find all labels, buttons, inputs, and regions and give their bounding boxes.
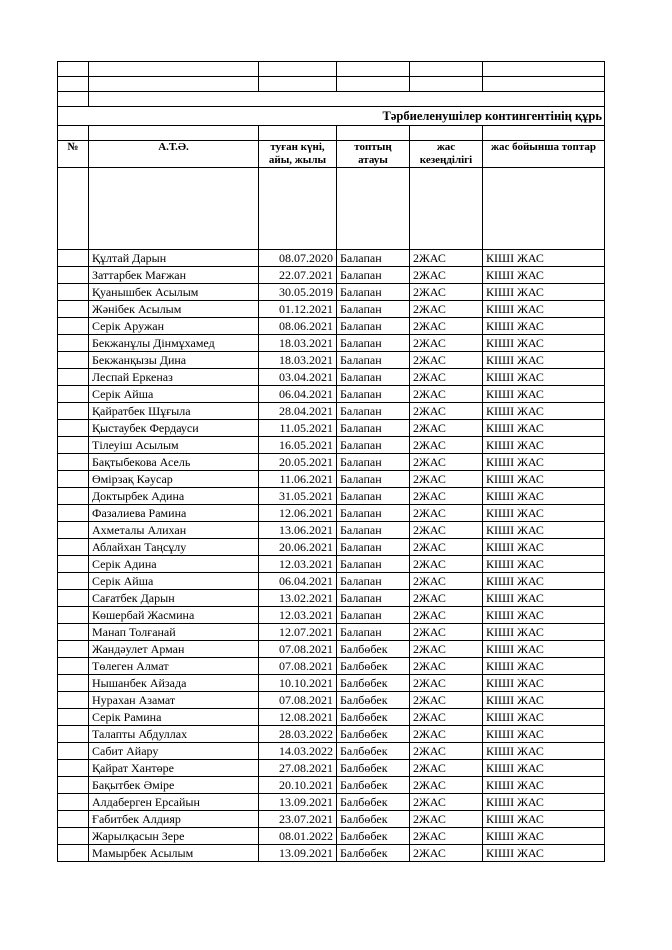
row-number	[58, 556, 89, 573]
child-name: Қыстаубек Фердауси	[89, 420, 259, 437]
header-birth: туған күні, айы, жылы	[259, 141, 337, 168]
group-name: Балапан	[337, 590, 410, 607]
age-period: 2ЖАС	[410, 692, 483, 709]
table-row	[58, 556, 605, 573]
birth-date: 12.03.2021	[259, 556, 337, 573]
age-period: 2ЖАС	[410, 845, 483, 862]
table-row	[58, 522, 605, 539]
child-name: Заттарбек Мағжан	[89, 267, 259, 284]
row-number	[58, 369, 89, 386]
age-period: 2ЖАС	[410, 437, 483, 454]
group-name: Балбөбек	[337, 692, 410, 709]
age-category: КІШІ ЖАС	[483, 845, 605, 862]
row-number	[58, 573, 89, 590]
row-number	[58, 624, 89, 641]
age-period: 2ЖАС	[410, 573, 483, 590]
child-name: Қуанышбек Асылым	[89, 284, 259, 301]
table-row	[58, 794, 605, 811]
group-name: Балапан	[337, 488, 410, 505]
birth-date: 27.08.2021	[259, 760, 337, 777]
group-name: Балапан	[337, 556, 410, 573]
group-name: Балапан	[337, 471, 410, 488]
row-number	[58, 777, 89, 794]
group-name: Балбөбек	[337, 743, 410, 760]
row-number	[58, 641, 89, 658]
child-name: Төлеген Алмат	[89, 658, 259, 675]
table-row	[58, 641, 605, 658]
table-row	[58, 420, 605, 437]
group-name: Балапан	[337, 607, 410, 624]
child-name: Қайрат Хантөре	[89, 760, 259, 777]
age-category: КІШІ ЖАС	[483, 675, 605, 692]
birth-date: 16.05.2021	[259, 437, 337, 454]
table-row	[58, 624, 605, 641]
group-name: Балбөбек	[337, 658, 410, 675]
child-name: Құлтай Дарын	[89, 250, 259, 267]
age-period: 2ЖАС	[410, 641, 483, 658]
table-title: Тәрбиеленушілер контингентінің құрь	[58, 107, 605, 126]
age-category: КІШІ ЖАС	[483, 488, 605, 505]
row-number	[58, 590, 89, 607]
group-name: Балапан	[337, 624, 410, 641]
group-name: Балапан	[337, 437, 410, 454]
group-name: Балбөбек	[337, 828, 410, 845]
birth-date: 06.04.2021	[259, 573, 337, 590]
age-period: 2ЖАС	[410, 607, 483, 624]
table-row	[58, 488, 605, 505]
row-number	[58, 335, 89, 352]
row-number	[58, 760, 89, 777]
birth-date: 07.08.2021	[259, 658, 337, 675]
age-period: 2ЖАС	[410, 794, 483, 811]
row-number	[58, 352, 89, 369]
group-name: Балапан	[337, 301, 410, 318]
birth-date: 13.09.2021	[259, 794, 337, 811]
child-name: Серік Рамина	[89, 709, 259, 726]
birth-date: 22.07.2021	[259, 267, 337, 284]
row-number	[58, 743, 89, 760]
table-row	[58, 335, 605, 352]
row-number	[58, 828, 89, 845]
row-number	[58, 318, 89, 335]
age-period: 2ЖАС	[410, 624, 483, 641]
blank-row	[58, 126, 605, 141]
age-period: 2ЖАС	[410, 828, 483, 845]
age-category: КІШІ ЖАС	[483, 624, 605, 641]
row-number	[58, 250, 89, 267]
age-category: КІШІ ЖАС	[483, 522, 605, 539]
header-group: топтың атауы	[337, 141, 410, 168]
group-name: Балапан	[337, 420, 410, 437]
table-row	[58, 811, 605, 828]
child-name: Ахметалы Алихан	[89, 522, 259, 539]
row-number	[58, 607, 89, 624]
age-category: КІШІ ЖАС	[483, 284, 605, 301]
child-name: Көшербай Жасмина	[89, 607, 259, 624]
group-name: Балапан	[337, 284, 410, 301]
group-name: Балбөбек	[337, 794, 410, 811]
age-category: КІШІ ЖАС	[483, 471, 605, 488]
blank-row	[58, 77, 605, 92]
age-period: 2ЖАС	[410, 267, 483, 284]
child-name: Талапты Абдуллах	[89, 726, 259, 743]
birth-date: 10.10.2021	[259, 675, 337, 692]
birth-date: 06.04.2021	[259, 386, 337, 403]
birth-date: 07.08.2021	[259, 692, 337, 709]
table-row	[58, 505, 605, 522]
birth-date: 01.12.2021	[259, 301, 337, 318]
age-period: 2ЖАС	[410, 471, 483, 488]
header-age: жас кезеңділігі	[410, 141, 483, 168]
child-name: Нурахан Азамат	[89, 692, 259, 709]
age-period: 2ЖАС	[410, 318, 483, 335]
age-period: 2ЖАС	[410, 301, 483, 318]
age-category: КІШІ ЖАС	[483, 811, 605, 828]
group-name: Балапан	[337, 267, 410, 284]
birth-date: 20.10.2021	[259, 777, 337, 794]
group-name: Балапан	[337, 573, 410, 590]
age-period: 2ЖАС	[410, 675, 483, 692]
birth-date: 12.07.2021	[259, 624, 337, 641]
child-name: Жарылқасын Зере	[89, 828, 259, 845]
table-row	[58, 437, 605, 454]
birth-date: 08.07.2020	[259, 250, 337, 267]
table-row	[58, 658, 605, 675]
age-period: 2ЖАС	[410, 760, 483, 777]
age-category: КІШІ ЖАС	[483, 641, 605, 658]
table-row	[58, 828, 605, 845]
row-number	[58, 709, 89, 726]
table-row	[58, 369, 605, 386]
row-number	[58, 284, 89, 301]
child-name: Серік Айша	[89, 386, 259, 403]
child-name: Доктырбек Адина	[89, 488, 259, 505]
row-number	[58, 488, 89, 505]
group-name: Балапан	[337, 250, 410, 267]
age-period: 2ЖАС	[410, 777, 483, 794]
age-period: 2ЖАС	[410, 556, 483, 573]
row-number	[58, 692, 89, 709]
age-period: 2ЖАС	[410, 709, 483, 726]
age-period: 2ЖАС	[410, 488, 483, 505]
header-num: №	[58, 141, 89, 168]
row-number	[58, 658, 89, 675]
table-row	[58, 267, 605, 284]
birth-date: 11.06.2021	[259, 471, 337, 488]
birth-date: 20.05.2021	[259, 454, 337, 471]
group-name: Балапан	[337, 335, 410, 352]
age-category: КІШІ ЖАС	[483, 828, 605, 845]
child-name: Бекжанұлы Дінмұхамед	[89, 335, 259, 352]
age-period: 2ЖАС	[410, 250, 483, 267]
child-name: Серік Айша	[89, 573, 259, 590]
table-row	[58, 743, 605, 760]
birth-date: 08.06.2021	[259, 318, 337, 335]
birth-date: 28.04.2021	[259, 403, 337, 420]
child-name: Бақтыбекова Асель	[89, 454, 259, 471]
table-row	[58, 284, 605, 301]
row-number	[58, 505, 89, 522]
row-number	[58, 794, 89, 811]
birth-date: 12.03.2021	[259, 607, 337, 624]
birth-date: 28.03.2022	[259, 726, 337, 743]
age-period: 2ЖАС	[410, 352, 483, 369]
birth-date: 12.06.2021	[259, 505, 337, 522]
table-row	[58, 675, 605, 692]
row-number	[58, 301, 89, 318]
birth-date: 14.03.2022	[259, 743, 337, 760]
blank-row	[58, 168, 605, 250]
table-row	[58, 845, 605, 862]
group-name: Балапан	[337, 369, 410, 386]
row-number	[58, 267, 89, 284]
blank-row	[58, 92, 605, 107]
age-period: 2ЖАС	[410, 590, 483, 607]
age-period: 2ЖАС	[410, 522, 483, 539]
table-row	[58, 352, 605, 369]
table-row	[58, 301, 605, 318]
child-name: Манап Толғанай	[89, 624, 259, 641]
blank-row	[58, 62, 605, 77]
header-row	[58, 141, 605, 168]
row-number	[58, 471, 89, 488]
table-row	[58, 692, 605, 709]
age-category: КІШІ ЖАС	[483, 437, 605, 454]
birth-date: 20.06.2021	[259, 539, 337, 556]
table-row	[58, 403, 605, 420]
group-name: Балапан	[337, 522, 410, 539]
title-row	[58, 107, 605, 126]
birth-date: 07.08.2021	[259, 641, 337, 658]
birth-date: 13.02.2021	[259, 590, 337, 607]
age-period: 2ЖАС	[410, 658, 483, 675]
age-period: 2ЖАС	[410, 284, 483, 301]
age-period: 2ЖАС	[410, 726, 483, 743]
age-period: 2ЖАС	[410, 369, 483, 386]
child-name: Бекжанқызы Дина	[89, 352, 259, 369]
child-name: Мамырбек Асылым	[89, 845, 259, 862]
age-category: КІШІ ЖАС	[483, 743, 605, 760]
table-row	[58, 760, 605, 777]
table-row	[58, 590, 605, 607]
age-category: КІШІ ЖАС	[483, 318, 605, 335]
child-name: Ғабитбек Алдияр	[89, 811, 259, 828]
age-period: 2ЖАС	[410, 505, 483, 522]
age-category: КІШІ ЖАС	[483, 658, 605, 675]
child-name: Фазалиева Рамина	[89, 505, 259, 522]
group-name: Балапан	[337, 454, 410, 471]
age-period: 2ЖАС	[410, 335, 483, 352]
age-category: КІШІ ЖАС	[483, 573, 605, 590]
row-number	[58, 845, 89, 862]
row-number	[58, 403, 89, 420]
table-row	[58, 573, 605, 590]
age-category: КІШІ ЖАС	[483, 539, 605, 556]
group-name: Балбөбек	[337, 641, 410, 658]
age-category: КІШІ ЖАС	[483, 403, 605, 420]
row-number	[58, 675, 89, 692]
row-number	[58, 420, 89, 437]
table-row	[58, 250, 605, 267]
child-name: Жәнібек Асылым	[89, 301, 259, 318]
age-period: 2ЖАС	[410, 811, 483, 828]
age-category: КІШІ ЖАС	[483, 709, 605, 726]
header-name: А.Т.Ә.	[89, 141, 259, 168]
child-name: Леспай Еркеназ	[89, 369, 259, 386]
row-number	[58, 522, 89, 539]
age-category: КІШІ ЖАС	[483, 352, 605, 369]
child-name: Алдаберген Ерсайын	[89, 794, 259, 811]
age-category: КІШІ ЖАС	[483, 607, 605, 624]
age-period: 2ЖАС	[410, 386, 483, 403]
age-period: 2ЖАС	[410, 420, 483, 437]
age-category: КІШІ ЖАС	[483, 420, 605, 437]
child-name: Нышанбек Айзада	[89, 675, 259, 692]
birth-date: 03.04.2021	[259, 369, 337, 386]
child-name: Тілеуіш Асылым	[89, 437, 259, 454]
birth-date: 18.03.2021	[259, 352, 337, 369]
birth-date: 13.09.2021	[259, 845, 337, 862]
child-name: Серік Адина	[89, 556, 259, 573]
birth-date: 08.01.2022	[259, 828, 337, 845]
group-name: Балапан	[337, 352, 410, 369]
age-category: КІШІ ЖАС	[483, 386, 605, 403]
age-category: КІШІ ЖАС	[483, 335, 605, 352]
birth-date: 30.05.2019	[259, 284, 337, 301]
child-name: Сабит Айару	[89, 743, 259, 760]
age-period: 2ЖАС	[410, 454, 483, 471]
group-name: Балбөбек	[337, 845, 410, 862]
table-row	[58, 454, 605, 471]
group-name: Балапан	[337, 403, 410, 420]
child-name: Жандәулет Арман	[89, 641, 259, 658]
group-name: Балапан	[337, 386, 410, 403]
child-name: Серік Аружан	[89, 318, 259, 335]
age-category: КІШІ ЖАС	[483, 777, 605, 794]
group-name: Балбөбек	[337, 675, 410, 692]
age-period: 2ЖАС	[410, 743, 483, 760]
group-name: Балапан	[337, 539, 410, 556]
age-category: КІШІ ЖАС	[483, 454, 605, 471]
age-category: КІШІ ЖАС	[483, 760, 605, 777]
age-category: КІШІ ЖАС	[483, 692, 605, 709]
group-name: Балбөбек	[337, 811, 410, 828]
birth-date: 11.05.2021	[259, 420, 337, 437]
age-category: КІШІ ЖАС	[483, 267, 605, 284]
birth-date: 18.03.2021	[259, 335, 337, 352]
birth-date: 13.06.2021	[259, 522, 337, 539]
table-row	[58, 318, 605, 335]
group-name: Балбөбек	[337, 709, 410, 726]
table-row	[58, 386, 605, 403]
group-name: Балбөбек	[337, 726, 410, 743]
row-number	[58, 386, 89, 403]
row-number	[58, 437, 89, 454]
age-category: КІШІ ЖАС	[483, 369, 605, 386]
row-number	[58, 454, 89, 471]
birth-date: 31.05.2021	[259, 488, 337, 505]
table-row	[58, 471, 605, 488]
table-row	[58, 777, 605, 794]
child-name: Қайратбек Шұғыла	[89, 403, 259, 420]
age-category: КІШІ ЖАС	[483, 590, 605, 607]
child-name: Сағатбек Дарын	[89, 590, 259, 607]
age-category: КІШІ ЖАС	[483, 726, 605, 743]
birth-date: 23.07.2021	[259, 811, 337, 828]
group-name: Балбөбек	[337, 777, 410, 794]
row-number	[58, 811, 89, 828]
group-name: Балапан	[337, 318, 410, 335]
header-age-group: жас бойынша топтар	[483, 141, 605, 168]
group-name: Балапан	[337, 505, 410, 522]
group-name: Балбөбек	[337, 760, 410, 777]
age-category: КІШІ ЖАС	[483, 794, 605, 811]
child-name: Аблайхан Таңсұлу	[89, 539, 259, 556]
age-category: КІШІ ЖАС	[483, 556, 605, 573]
age-period: 2ЖАС	[410, 403, 483, 420]
age-period: 2ЖАС	[410, 539, 483, 556]
table-row	[58, 539, 605, 556]
table-row	[58, 607, 605, 624]
age-category: КІШІ ЖАС	[483, 301, 605, 318]
contingent-table	[57, 61, 605, 862]
table-row	[58, 726, 605, 743]
birth-date: 12.08.2021	[259, 709, 337, 726]
child-name: Өмірзақ Кәусар	[89, 471, 259, 488]
age-category: КІШІ ЖАС	[483, 505, 605, 522]
row-number	[58, 539, 89, 556]
age-category: КІШІ ЖАС	[483, 250, 605, 267]
table-row	[58, 709, 605, 726]
row-number	[58, 726, 89, 743]
child-name: Бақытбек Әміре	[89, 777, 259, 794]
